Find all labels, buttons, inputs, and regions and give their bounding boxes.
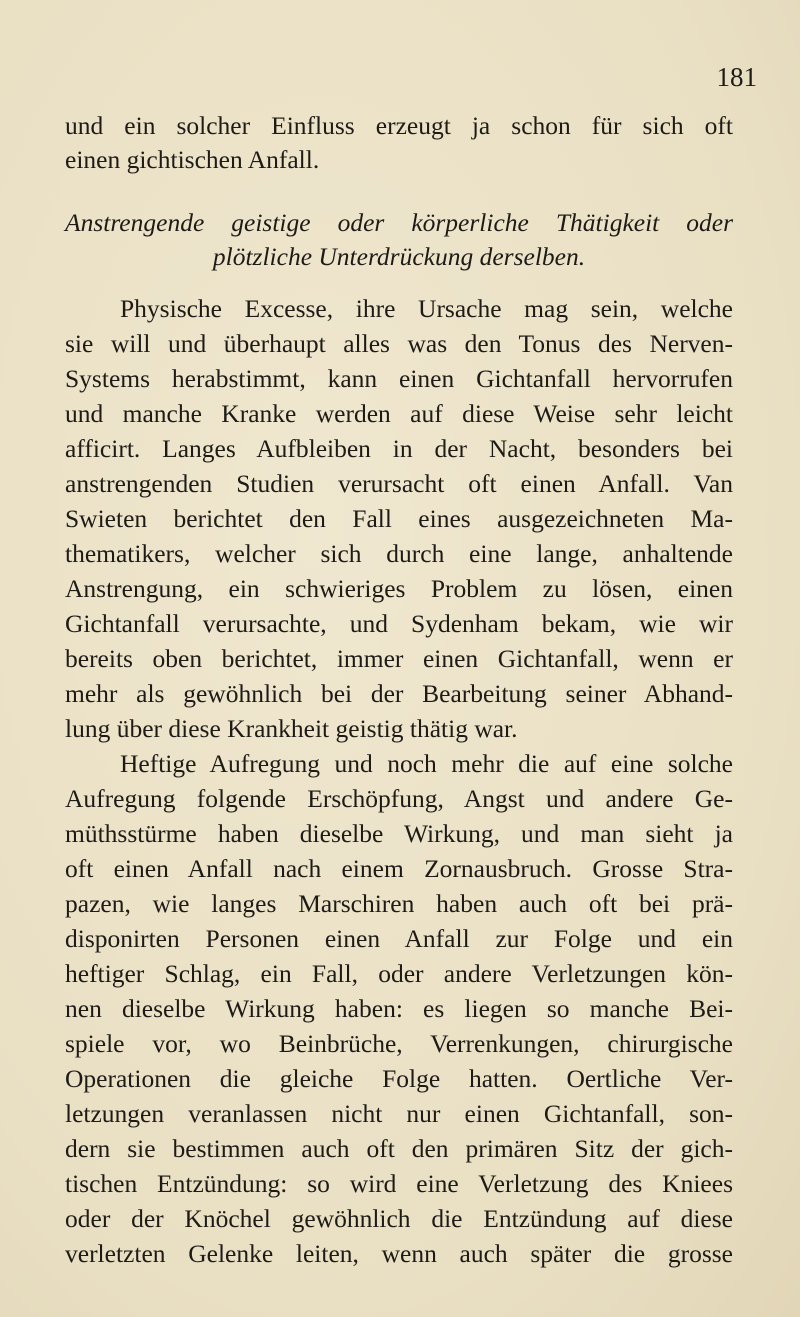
text-line: Heftige Aufregung und noch mehr die auf eine solche [120, 749, 733, 778]
text-line: bereits oben berichtet, immer einen Gichtanfall, wenn er [65, 644, 733, 673]
text-line: sie will und überhaupt alles was den Tonus des Nerven- [65, 329, 733, 358]
text-line: verletzten Gelenke leiten, wenn auch später die grosse [65, 1239, 733, 1268]
text-line: disponirten Personen einen Anfall zur Folge und ein [65, 924, 733, 953]
text-line: dern sie bestimmen auch oft den primären Sitz der gich- [65, 1134, 733, 1163]
section-heading: plötzliche Unterdrückung derselben. [212, 242, 586, 271]
text-line: afficirt. Langes Aufbleiben in der Nacht, besonders bei [65, 434, 733, 463]
page-number: 181 [716, 62, 757, 92]
text-line: letzungen veranlassen nicht nur einen Gichtanfall, son- [65, 1099, 733, 1128]
text-line: und ein solcher Einfluss erzeugt ja schon für sich oft [65, 111, 733, 140]
text-line: und manche Kranke werden auf diese Weise sehr leicht [65, 399, 733, 428]
text-line: tischen Entzündung: so wird eine Verletzung des Kniees [65, 1169, 733, 1198]
text-line: oder der Knöchel gewöhnlich die Entzündung auf diese [65, 1204, 733, 1233]
text-line: spiele vor, wo Beinbrüche, Verrenkungen, chirurgische [65, 1029, 733, 1058]
text-line: müthsstürme haben dieselbe Wirkung, und man sieht ja [65, 819, 733, 848]
text-line: einen gichtischen Anfall. [65, 145, 320, 174]
text-line: Operationen die gleiche Folge hatten. Oertliche Ver- [65, 1064, 733, 1093]
text-line: heftiger Schlag, ein Fall, oder andere Verletzungen kön- [65, 959, 733, 988]
text-line: oft einen Anfall nach einem Zornausbruch. Grosse Stra- [65, 854, 733, 883]
text-line: Systems herabstimmt, kann einen Gichtanfall hervorrufen [65, 364, 733, 393]
text-line: mehr als gewöhnlich bei der Bearbeitung seiner Abhand- [65, 679, 733, 708]
text-line: Anstrengung, ein schwieriges Problem zu lösen, einen [65, 574, 733, 603]
section-heading: Anstrengende geistige oder körperliche Thätigkeit oder [65, 208, 733, 237]
text-line: pazen, wie langes Marschiren haben auch oft bei prä- [65, 889, 733, 918]
text-line: Gichtanfall verursachte, und Sydenham bekam, wie wir [65, 609, 733, 638]
text-line: lung über diese Krankheit geistig thätig war. [65, 714, 518, 743]
text-line: Swieten berichtet den Fall eines ausgezeichneten Ma- [65, 504, 733, 533]
text-line: Physische Excesse, ihre Ursache mag sein, welche [120, 294, 733, 323]
text-line: Aufregung folgende Erschöpfung, Angst und andere Ge- [65, 784, 733, 813]
text-line: nen dieselbe Wirkung haben: es liegen so manche Bei- [65, 994, 733, 1023]
text-line: thematikers, welcher sich durch eine lange, anhaltende [65, 539, 733, 568]
text-line: anstrengenden Studien verursacht oft einen Anfall. Van [65, 469, 733, 498]
